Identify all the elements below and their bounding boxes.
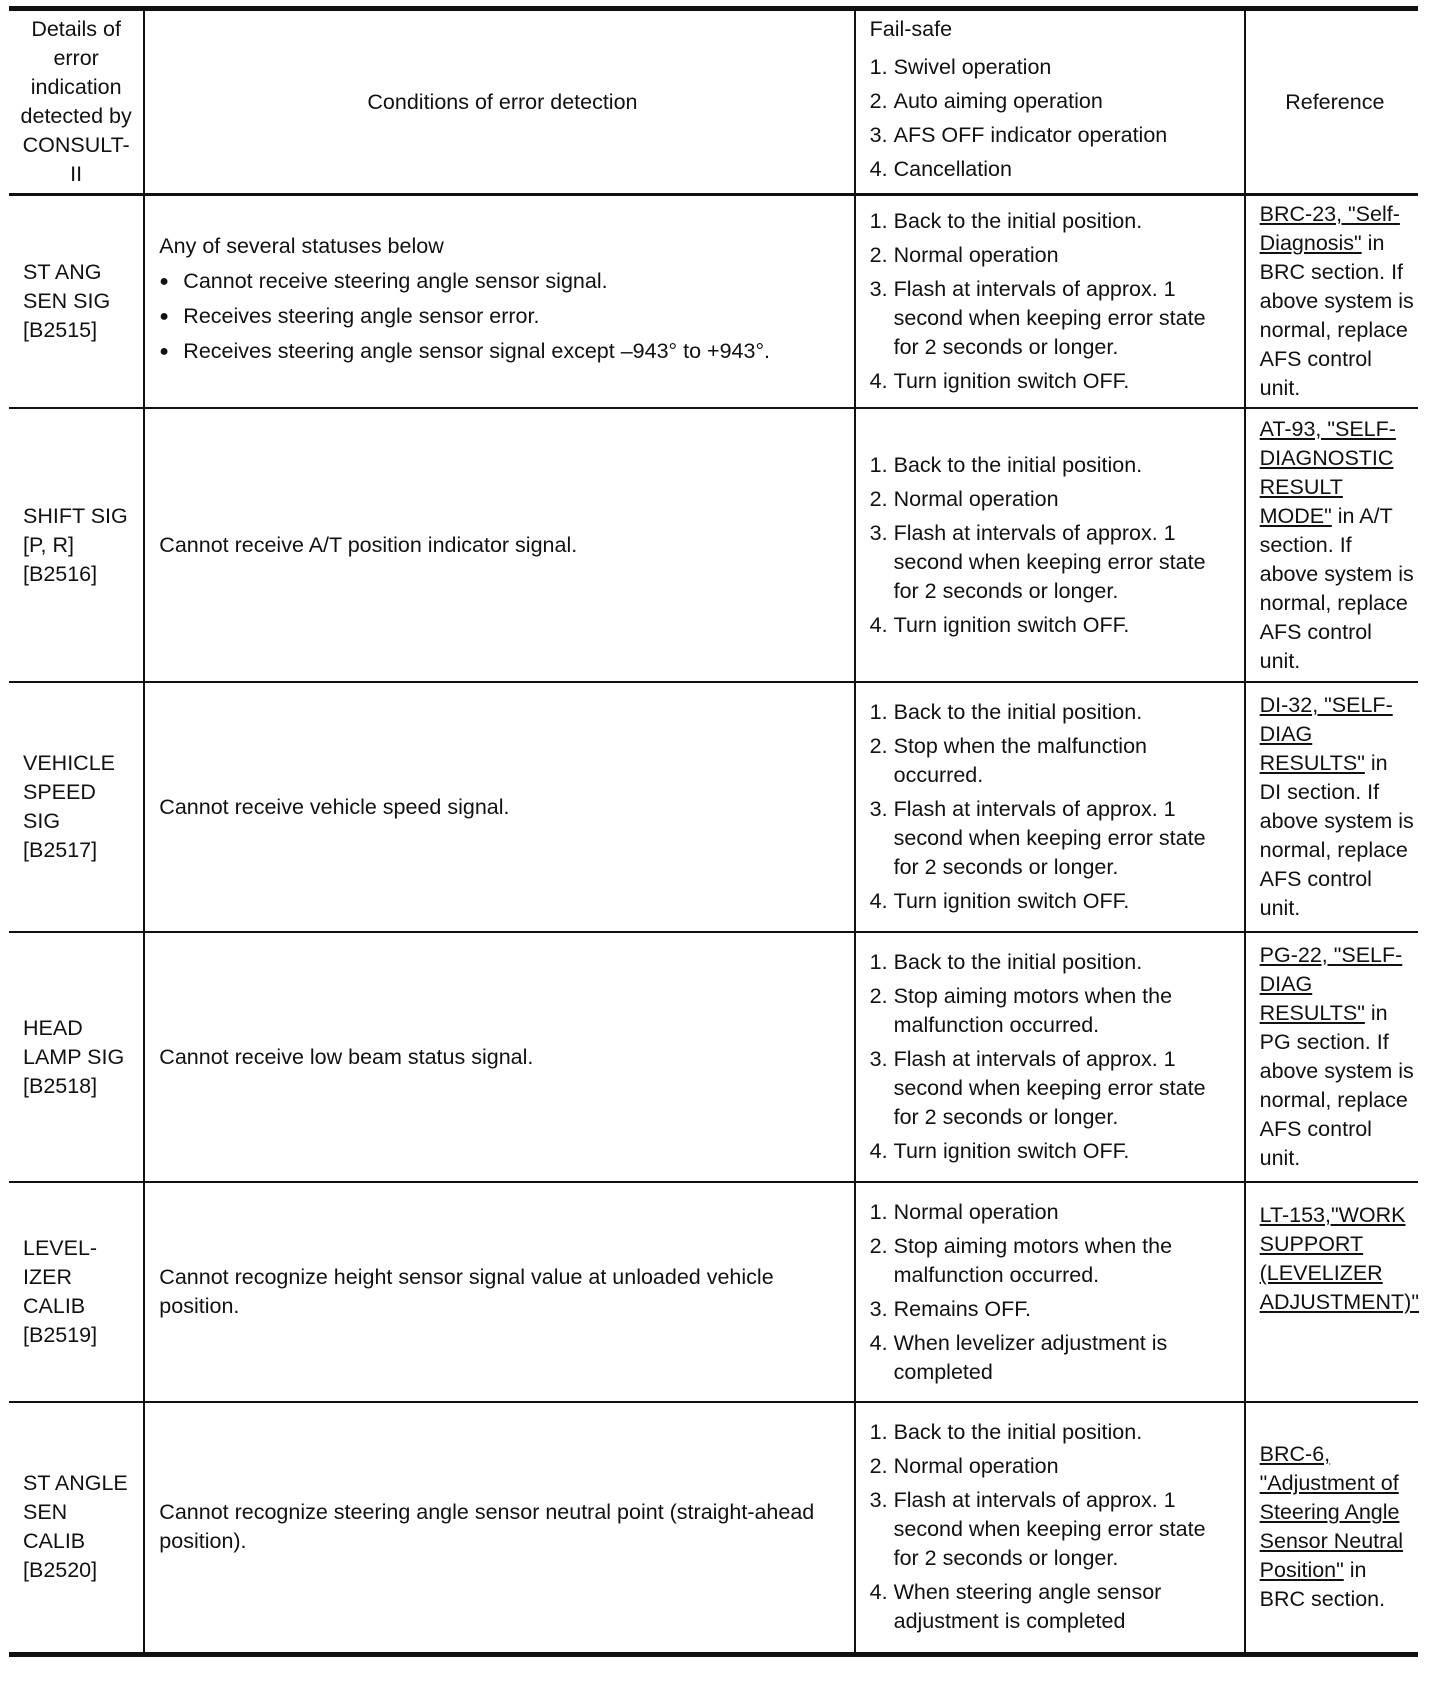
list-item: 1. Swivel operation — [869, 55, 1052, 79]
list-item: 4. Turn ignition switch OFF. — [869, 1139, 1130, 1163]
list-item: 2. Stop aiming motors when the malfunction occurred. — [869, 1233, 1173, 1287]
list-item: 4. When steering angle sensor adjustment is completed — [869, 1580, 1162, 1634]
failsafe-cell — [855, 195, 1245, 409]
reference-cell: BRC-6, "Adjustment of Steering Angle Sensor Neutral Position" in BRC section. — [1245, 1402, 1418, 1654]
list-item: 1. Back to the initial position. — [869, 950, 1143, 974]
failsafe-title: Fail-safe — [869, 17, 953, 41]
error-code-cell: LEVEL- IZER CALIB [B2519] — [9, 1182, 144, 1402]
list-item: ● Cannot receive steering angle sensor signal. — [159, 268, 608, 293]
condition-cell: Cannot receive A/T position indicator signal. — [144, 408, 854, 682]
list-item: 1. Back to the initial position. — [869, 452, 1143, 477]
list-item: 3. Flash at intervals of approx. 1 second when keeping error state for 2 seconds or longer. — [869, 277, 1206, 359]
list-item: 2. Normal operation — [869, 1454, 1059, 1479]
reference-link[interactable]: AT-93, "SELF-DIAGNOSTIC RESULT MODE" — [1259, 416, 1396, 528]
table-row — [9, 1182, 1418, 1402]
reference-link[interactable]: BRC-6, "Adjustment of Steering Angle Sensor Neutral Position" — [1259, 1442, 1404, 1583]
header-reference: Reference — [1245, 9, 1418, 195]
list-item: 1. Back to the initial position. — [869, 1420, 1143, 1445]
reference-link[interactable]: PG-22, "SELF-DIAG RESULTS" — [1259, 943, 1403, 1025]
failsafe-cell — [855, 408, 1245, 682]
list-item: 4. Turn ignition switch OFF. — [869, 369, 1130, 393]
header-failsafe — [855, 9, 1245, 195]
condition-intro: Any of several statuses below — [159, 233, 444, 258]
error-code-cell: HEAD LAMP SIG [B2518] — [9, 932, 144, 1182]
failsafe-cell — [855, 682, 1245, 932]
list-item: 1. Back to the initial position. — [869, 700, 1143, 724]
list-item: 2. Stop aiming motors when the malfunction occurred. — [869, 984, 1173, 1037]
list-item: 2. Stop when the malfunction occurred. — [869, 734, 1147, 787]
reference-link[interactable]: DI-32, "SELF-DIAG RESULTS" — [1259, 693, 1393, 775]
list-item: 3. Flash at intervals of approx. 1 second when keeping error state for 2 seconds or longer. — [869, 520, 1206, 603]
failsafe-header-list — [870, 53, 1236, 184]
list-item: 2. Normal operation — [869, 243, 1059, 267]
table-row — [9, 932, 1418, 1182]
list-item: 2. Normal operation — [869, 486, 1059, 511]
error-code-cell: SHIFT SIG [P, R] [B2516] — [9, 408, 144, 682]
error-code-cell: VEHICLE SPEED SIG [B2517] — [9, 682, 144, 932]
table-row — [9, 682, 1418, 932]
failsafe-cell — [855, 1402, 1245, 1654]
list-item: 4. Turn ignition switch OFF. — [869, 612, 1130, 637]
condition-cell: Cannot receive low beam status signal. — [144, 932, 854, 1182]
table-header-row — [9, 9, 1418, 195]
table-row — [9, 408, 1418, 682]
header-details-text: Details of error indication detected by CONSULT-II — [20, 17, 132, 186]
list-item: 4. Turn ignition switch OFF. — [869, 889, 1130, 913]
list-item: 3. Flash at intervals of approx. 1 second when keeping error state for 2 seconds or longer. — [869, 797, 1206, 879]
list-item: 3. Flash at intervals of approx. 1 second when keeping error state for 2 seconds or longer. — [869, 1488, 1206, 1571]
list-item: 1. Normal operation — [869, 1199, 1059, 1224]
list-item: 1. Back to the initial position. — [869, 209, 1143, 233]
list-item: 4. When levelizer adjustment is completed — [869, 1330, 1168, 1384]
condition-cell: Cannot receive vehicle speed signal. — [144, 682, 854, 932]
reference-link[interactable]: LT-153,"WORK SUPPORT (LEVELIZER ADJUSTMENT)" — [1259, 1203, 1419, 1314]
error-code-cell: ST ANGLE SEN CALIB [B2520] — [9, 1402, 144, 1654]
list-item: 4. Cancellation — [869, 157, 1012, 181]
error-code-cell: ST ANG SEN SIG [B2515] — [9, 195, 144, 409]
reference-cell: BRC-23, "Self-Diagnosis" in BRC section. If above system is normal, replace AFS control unit. — [1245, 195, 1418, 409]
condition-bullets — [159, 267, 845, 366]
failsafe-cell — [855, 932, 1245, 1182]
header-conditions: Conditions of error detection — [144, 9, 854, 195]
list-item: 2. Auto aiming operation — [869, 89, 1103, 113]
condition-cell: Cannot recognize height sensor signal value at unloaded vehicle position. — [144, 1182, 854, 1402]
reference-cell: PG-22, "SELF-DIAG RESULTS" in PG section. If above system is normal, replace AFS control unit. — [1245, 932, 1418, 1182]
condition-cell — [144, 195, 854, 409]
list-item: 3. Flash at intervals of approx. 1 second when keeping error state for 2 seconds or longer. — [869, 1047, 1206, 1129]
table-row — [9, 195, 1418, 409]
reference-cell: DI-32, "SELF-DIAG RESULTS" in DI section. If above system is normal, replace AFS control unit. — [1245, 682, 1418, 932]
reference-cell — [1245, 1182, 1418, 1402]
failsafe-cell — [855, 1182, 1245, 1402]
list-item: ● Receives steering angle sensor signal except –943° to +943°. — [159, 338, 771, 363]
condition-cell: Cannot recognize steering angle sensor neutral point (straight-ahead position). — [144, 1402, 854, 1654]
error-indication-table — [9, 6, 1418, 1657]
reference-link[interactable]: BRC-23, "Self-Diagnosis" — [1259, 202, 1400, 255]
table-row — [9, 1402, 1418, 1654]
list-item: 3. Remains OFF. — [869, 1296, 1031, 1321]
reference-cell: AT-93, "SELF-DIAGNOSTIC RESULT MODE" in A/T section. If above system is normal, replace AFS control unit. — [1245, 408, 1418, 682]
list-item: ● Receives steering angle sensor error. — [159, 303, 540, 328]
list-item: 3. AFS OFF indicator operation — [869, 123, 1168, 147]
header-details — [9, 9, 144, 195]
